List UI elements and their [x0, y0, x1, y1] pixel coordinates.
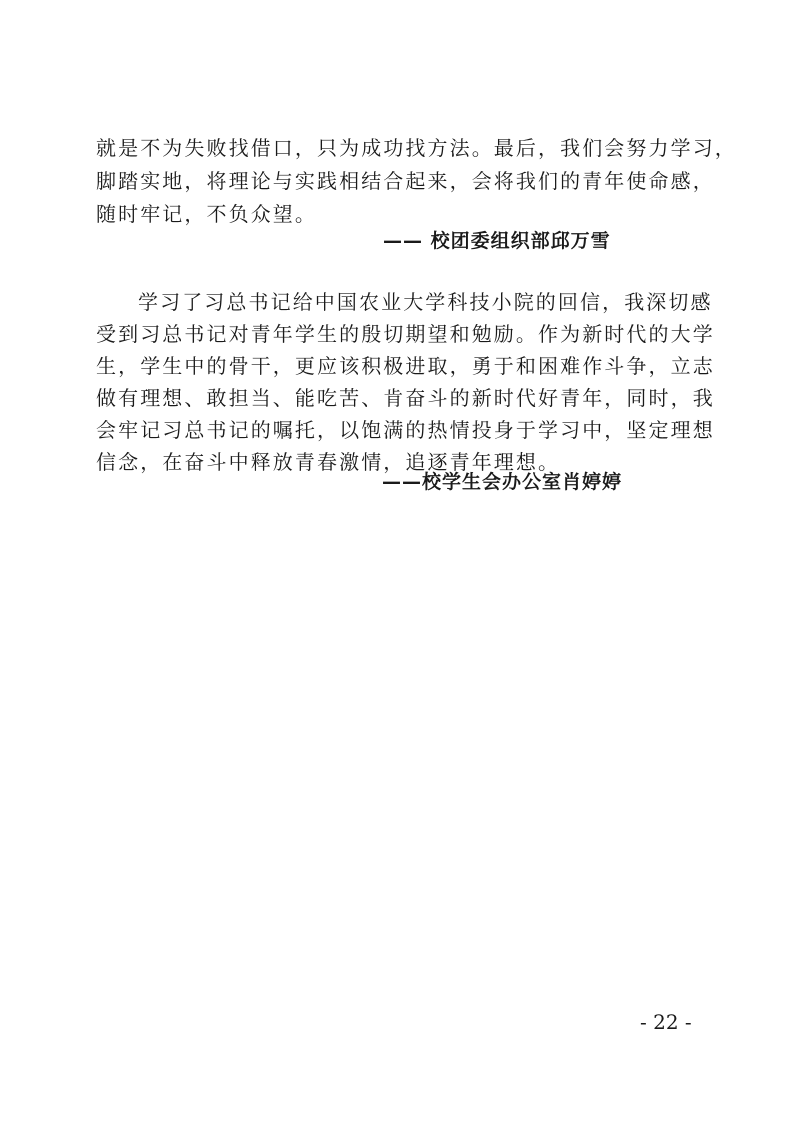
text-line: 脚踏实地，将理论与实践相结合起来，会将我们的青年使命感， [96, 169, 715, 193]
signature-1: —— 校团委组织部邱万雪 [383, 230, 611, 252]
text-line: 随时牢记，不负众望。 [96, 202, 317, 226]
text-line: 生，学生中的骨干，更应该积极进取，勇于和困难作斗争，立志 [96, 354, 715, 378]
text-line: 做有理想、敢担当、能吃苦、肯奋斗的新时代好青年，同时，我 [96, 386, 715, 410]
text-line: 就是不为失败找借口，只为成功找方法。最后，我们会努力学习， [96, 136, 737, 160]
text-line: 信念，在奋斗中释放青春激情，追逐青年理想。 [96, 450, 561, 474]
page-number: - 22 - [640, 1010, 692, 1034]
text-line: 学习了习总书记给中国农业大学科技小院的回信，我深切感 [138, 290, 713, 314]
text-line: 会牢记习总书记的嘱托，以饱满的热情投身于学习中，坚定理想 [96, 418, 715, 442]
text-line: 受到习总书记对青年学生的殷切期望和勉励。作为新时代的大学 [96, 322, 715, 346]
signature-2: ——校学生会办公室肖婷婷 [382, 471, 623, 493]
